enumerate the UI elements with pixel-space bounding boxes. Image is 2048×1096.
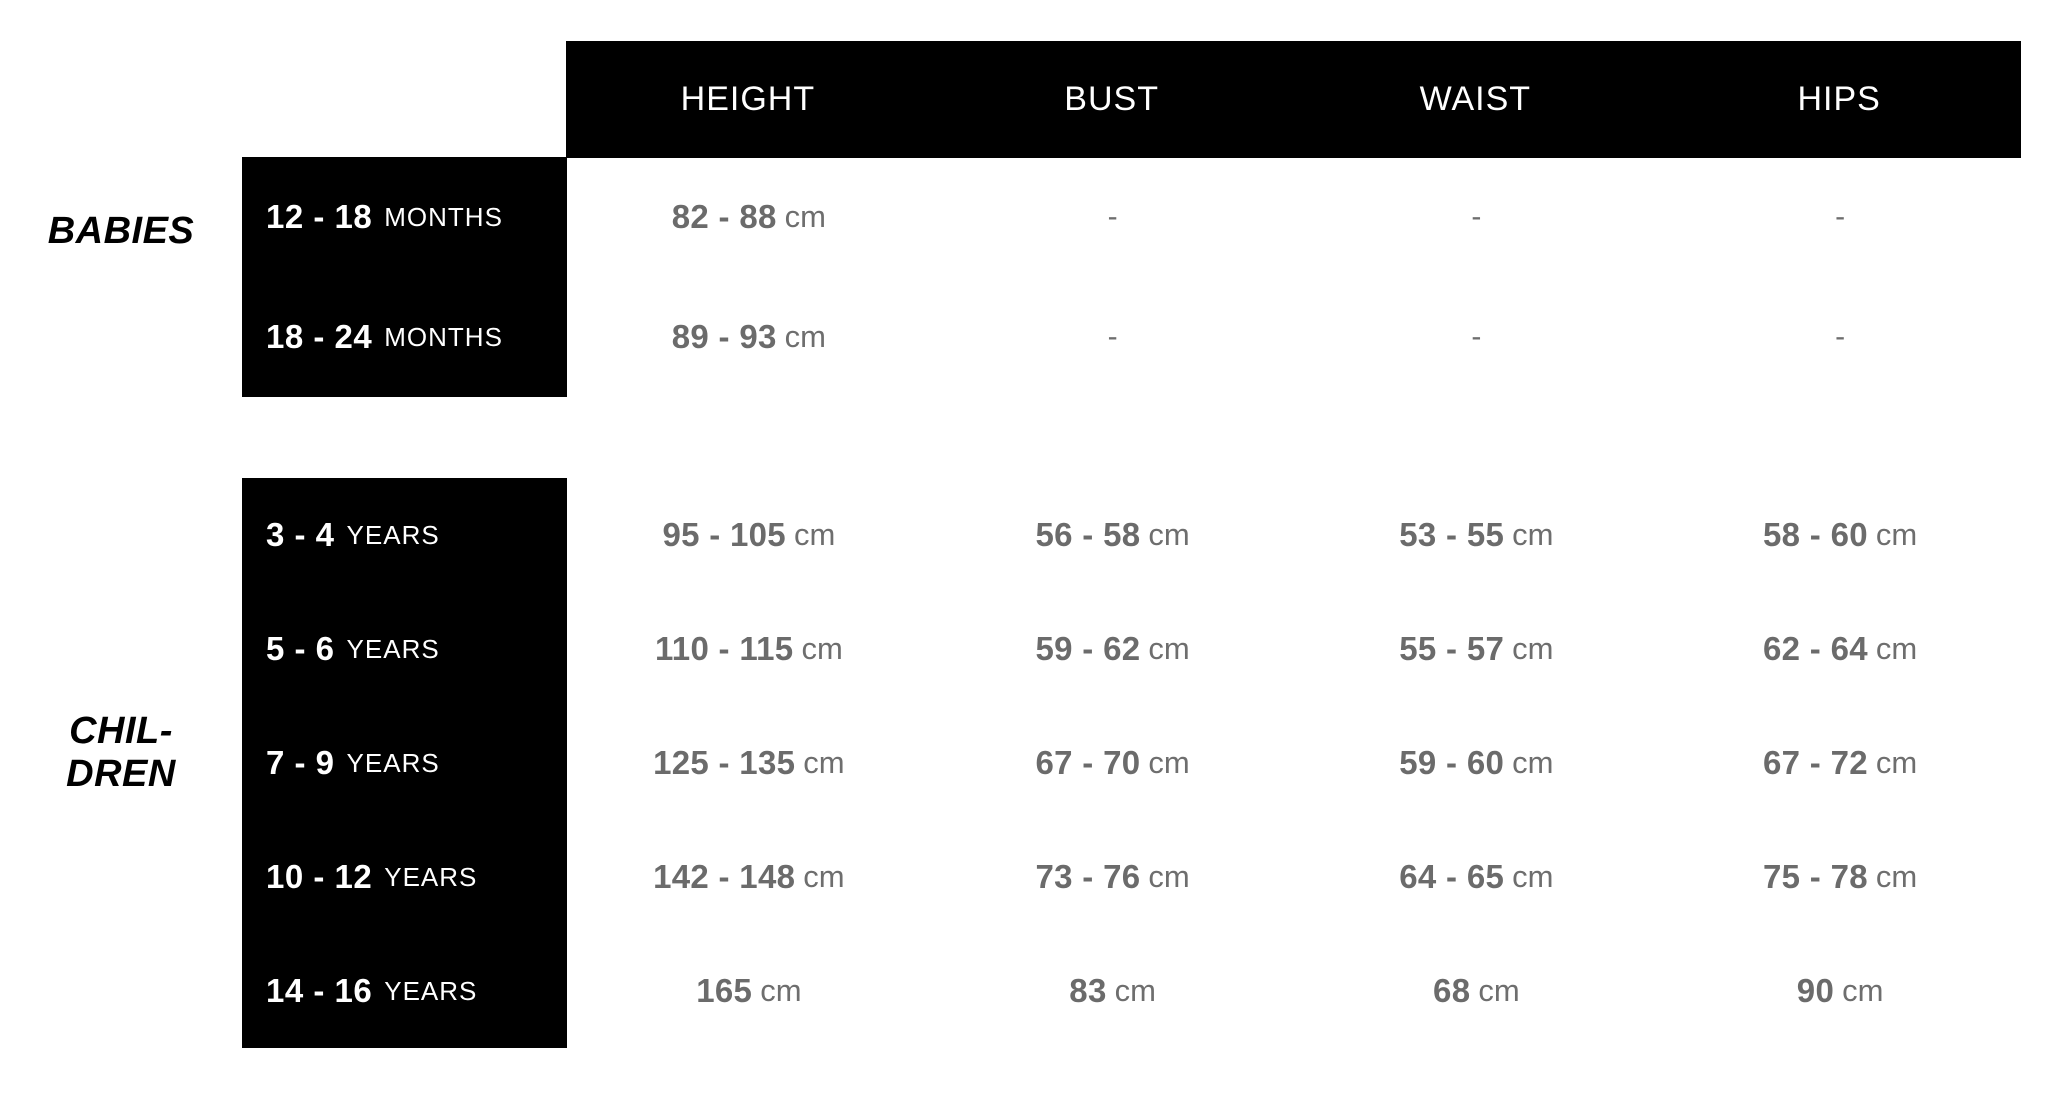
- cell-value: 67 - 70: [1035, 744, 1141, 781]
- cell-waist: [1295, 592, 1659, 706]
- age-range: 5 - 6: [266, 630, 335, 667]
- cell-waist: [1295, 706, 1659, 820]
- column-header-hips: HIPS: [1797, 80, 1881, 118]
- cell-unit: cm: [784, 199, 826, 234]
- column-header-bust: BUST: [1064, 80, 1159, 118]
- cell-value: 89 - 93: [671, 318, 777, 355]
- cell-hips: [1658, 820, 2022, 934]
- table-row: [567, 934, 2022, 1048]
- cell-value: 68: [1433, 972, 1471, 1009]
- table-row-label: [242, 157, 567, 277]
- cell-height: [567, 478, 931, 592]
- cell-value: 73 - 76: [1035, 858, 1141, 895]
- cell-value: 64 - 65: [1399, 858, 1505, 895]
- cell-bust: [931, 478, 1295, 592]
- cell-value: 95 - 105: [662, 516, 786, 553]
- cell-bust: [931, 706, 1295, 820]
- age-unit: YEARS: [384, 861, 478, 892]
- table-row: [567, 157, 2022, 277]
- cell-waist: [1295, 478, 1659, 592]
- cell-height: [567, 157, 931, 277]
- cell-unit: cm: [1512, 745, 1554, 780]
- cell-value: 142 - 148: [653, 858, 796, 895]
- cell-unit: cm: [1478, 973, 1520, 1008]
- cell-hips: -: [1835, 200, 1846, 233]
- cell-unit: cm: [760, 973, 802, 1008]
- cell-value: 67 - 72: [1763, 744, 1868, 781]
- age-range: 7 - 9: [266, 744, 335, 781]
- cell-unit: cm: [1148, 517, 1190, 552]
- table-row-label: [242, 478, 567, 592]
- table-row: [567, 592, 2022, 706]
- age-unit: MONTHS: [384, 321, 503, 352]
- cell-value: 56 - 58: [1035, 516, 1141, 553]
- cell-unit: cm: [801, 631, 843, 666]
- cell-unit: cm: [1148, 631, 1190, 666]
- age-unit: YEARS: [346, 519, 440, 550]
- age-unit: YEARS: [384, 975, 478, 1006]
- table-header-row: [566, 41, 2021, 158]
- table-row: [567, 706, 2022, 820]
- cell-value: 125 - 135: [653, 744, 796, 781]
- cell-hips: [1658, 706, 2022, 820]
- cell-bust: [931, 592, 1295, 706]
- age-range: 10 - 12: [266, 858, 373, 895]
- cell-unit: cm: [1875, 859, 1918, 894]
- table-row: [567, 478, 2022, 592]
- cell-unit: cm: [1875, 631, 1918, 666]
- age-unit: YEARS: [346, 747, 440, 778]
- group-label-children-line1: CHIL-: [69, 710, 173, 752]
- cell-unit: cm: [1148, 745, 1190, 780]
- cell-value: 62 - 64: [1763, 630, 1868, 667]
- cell-value: 58 - 60: [1763, 516, 1868, 553]
- cell-hips: [1658, 934, 2022, 1048]
- age-range: 18 - 24: [266, 318, 373, 355]
- cell-height: [567, 706, 931, 820]
- cell-value: 53 - 55: [1399, 516, 1505, 553]
- group-label-babies: [0, 210, 242, 253]
- cell-unit: cm: [803, 859, 845, 894]
- cell-value: 165: [696, 972, 753, 1009]
- cell-unit: cm: [1875, 745, 1918, 780]
- cell-bust: -: [1107, 320, 1118, 353]
- age-unit: YEARS: [346, 633, 440, 664]
- table-row: [567, 277, 2022, 397]
- age-range: 3 - 4: [266, 516, 335, 553]
- cell-height: [567, 277, 931, 397]
- cell-unit: cm: [1512, 859, 1554, 894]
- cell-bust: [931, 820, 1295, 934]
- table-row: [567, 820, 2022, 934]
- cell-hips: [1658, 478, 2022, 592]
- cell-value: 55 - 57: [1399, 630, 1505, 667]
- children-values: [567, 478, 2022, 1078]
- babies-age-labels: [242, 157, 567, 397]
- cell-unit: cm: [784, 319, 826, 354]
- cell-waist: -: [1471, 320, 1482, 353]
- table-row-label: [242, 934, 567, 1048]
- age-range: 12 - 18: [266, 198, 373, 235]
- cell-hips: [1658, 592, 2022, 706]
- children-age-labels: [242, 478, 567, 1048]
- age-range: 14 - 16: [266, 972, 373, 1009]
- table-row-label: [242, 706, 567, 820]
- table-row-label: [242, 277, 567, 397]
- cell-waist: -: [1471, 200, 1482, 233]
- table-row-label: [242, 820, 567, 934]
- cell-waist: [1295, 934, 1659, 1048]
- cell-waist: [1295, 820, 1659, 934]
- age-unit: MONTHS: [384, 201, 503, 232]
- cell-bust: [931, 934, 1295, 1048]
- group-label-children-line2: DREN: [66, 752, 176, 795]
- cell-unit: cm: [1512, 517, 1554, 552]
- cell-unit: cm: [1148, 859, 1190, 894]
- cell-unit: cm: [1512, 631, 1554, 666]
- cell-value: 82 - 88: [671, 198, 777, 235]
- cell-unit: cm: [1875, 517, 1918, 552]
- babies-values: [567, 157, 2022, 397]
- cell-unit: cm: [793, 517, 836, 552]
- table-row-label: [242, 592, 567, 706]
- cell-value: 83: [1069, 972, 1107, 1009]
- cell-value: 110 - 115: [654, 630, 794, 667]
- cell-height: [567, 592, 931, 706]
- cell-value: 75 - 78: [1763, 858, 1868, 895]
- cell-bust: -: [1107, 200, 1118, 233]
- cell-unit: cm: [1114, 973, 1156, 1008]
- cell-hips: -: [1835, 320, 1846, 353]
- cell-unit: cm: [803, 745, 845, 780]
- cell-value: 59 - 60: [1399, 744, 1505, 781]
- cell-value: 90: [1796, 972, 1835, 1009]
- cell-unit: cm: [1842, 973, 1884, 1008]
- cell-height: [567, 934, 931, 1048]
- group-label-children: [0, 710, 242, 795]
- column-header-height: HEIGHT: [680, 80, 816, 118]
- group-label-babies-text: BABIES: [47, 210, 195, 252]
- column-header-waist: WAIST: [1419, 80, 1532, 118]
- cell-height: [567, 820, 931, 934]
- cell-value: 59 - 62: [1035, 630, 1141, 667]
